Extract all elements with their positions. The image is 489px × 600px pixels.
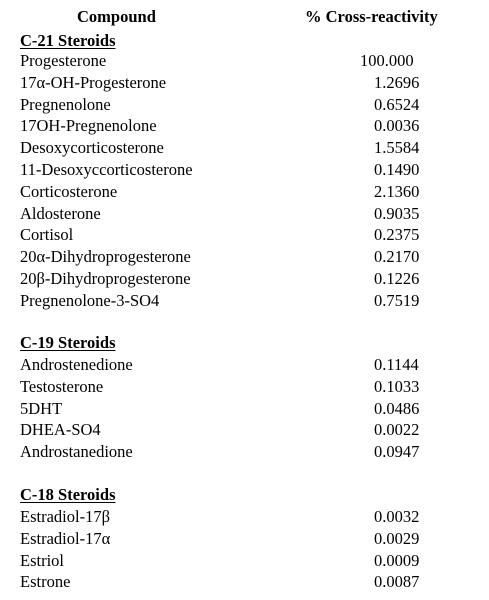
group-title-c19: C-19 Steroids: [20, 333, 116, 352]
cross-reactivity-column-header: % Cross-reactivity: [305, 7, 438, 26]
compound-name: Progesterone: [20, 51, 107, 70]
compound-column-header: Compound: [77, 7, 156, 26]
table-row: [0, 203, 489, 225]
table-row: [0, 268, 489, 290]
cross-reactivity-value: 0.0022: [374, 420, 420, 440]
compound-name: 17α-OH-Progesterone: [20, 72, 167, 92]
cross-reactivity-value: 100.000: [360, 51, 414, 70]
cross-reactivity-value: 0.0947: [374, 442, 420, 462]
compound-name: 20β-Dihydroprogesterone: [20, 269, 191, 288]
table-row: [0, 72, 489, 94]
table-row: [0, 441, 489, 463]
table-row: [0, 246, 489, 268]
table-row: [0, 506, 489, 528]
compound-name: 20α-Dihydroprogesterone: [20, 247, 191, 267]
table-row: [0, 115, 489, 137]
compound-name: Estriol: [20, 550, 64, 570]
group-title-c21: C-21 Steroids: [20, 31, 116, 50]
table-row: [0, 181, 489, 203]
cross-reactivity-value: 0.1490: [374, 160, 420, 179]
compound-name: Pregnenolone: [20, 94, 111, 114]
cross-reactivity-value: 0.0029: [374, 528, 420, 548]
cross-reactivity-value: 0.0036: [374, 116, 420, 136]
compound-name: Androstanedione: [20, 442, 133, 462]
table-row: [0, 50, 489, 72]
cross-reactivity-value: 0.0032: [374, 507, 420, 526]
table-row: [0, 528, 489, 550]
cross-reactivity-value: 0.7519: [374, 290, 420, 310]
cross-reactivity-value: 1.2696: [374, 72, 420, 92]
table-row: [0, 376, 489, 398]
group-title-c18: C-18 Steroids: [20, 485, 116, 504]
cross-reactivity-value: 0.1033: [374, 376, 420, 396]
compound-name: Androstenedione: [20, 355, 133, 374]
cross-reactivity-value: 0.0087: [374, 572, 420, 592]
compound-name: Estradiol-17β: [20, 507, 110, 526]
compound-name: Cortisol: [20, 225, 74, 245]
cross-reactivity-value: 0.2375: [374, 225, 420, 245]
cross-reactivity-value: 0.1226: [374, 269, 420, 288]
compound-name: Pregnenolone-3-SO4: [20, 290, 160, 310]
compound-name: Estradiol-17α: [20, 528, 111, 548]
table-row: [0, 159, 489, 181]
table-row: [0, 290, 489, 312]
table-row: [0, 354, 489, 376]
compound-name: DHEA-SO4: [20, 420, 101, 440]
cross-reactivity-value: 0.1144: [374, 355, 419, 374]
table-row: [0, 571, 489, 593]
cross-reactivity-value: 0.0009: [374, 550, 420, 570]
cross-reactivity-value: 0.0486: [374, 398, 420, 418]
table-row: [0, 419, 489, 441]
table-row: [0, 224, 489, 246]
table-row: [0, 94, 489, 116]
compound-name: Estrone: [20, 572, 71, 592]
compound-name: 17OH-Pregnenolone: [20, 116, 157, 136]
compound-name: Testosterone: [20, 376, 104, 396]
cross-reactivity-value: 0.9035: [374, 203, 420, 223]
compound-name: Corticosterone: [20, 181, 118, 201]
table-row: [0, 550, 489, 572]
table-row: [0, 137, 489, 159]
compound-name: Aldosterone: [20, 203, 101, 223]
compound-name: Desoxycorticosterone: [20, 138, 164, 158]
compound-name: 11-Desoxyccorticosterone: [20, 160, 193, 179]
compound-name: 5DHT: [20, 398, 63, 418]
cross-reactivity-value: 0.2170: [374, 247, 420, 267]
table-row: [0, 398, 489, 420]
cross-reactivity-value: 1.5584: [374, 138, 420, 158]
cross-reactivity-value: 2.1360: [374, 181, 420, 201]
cross-reactivity-value: 0.6524: [374, 94, 420, 114]
